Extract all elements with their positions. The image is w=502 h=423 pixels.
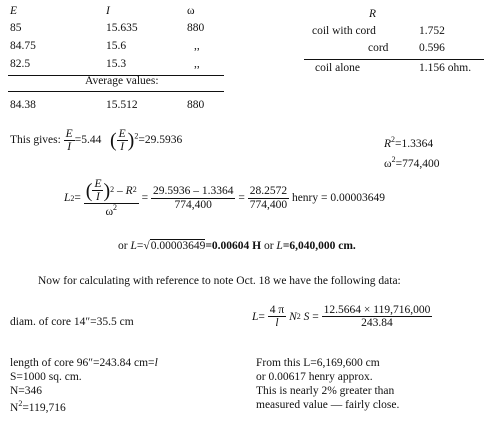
turns-n: N=346 <box>10 385 43 397</box>
header-omega: ω <box>187 5 195 17</box>
r-squared: $R^2=1.3364$ <box>384 135 434 150</box>
numeric-fraction: $\frac{29.5936 - 1.3364}{774,400}$ <box>152 185 234 211</box>
cell: coil alone <box>315 62 361 74</box>
cell: ,, <box>194 40 200 52</box>
cell: ,, <box>194 58 200 70</box>
paren-open: ( <box>109 129 117 152</box>
gives-prefix: This gives: <box>10 134 61 147</box>
exp-2: 2 <box>134 131 139 141</box>
paren-close: ) <box>127 129 135 152</box>
cell: 82.5 <box>10 58 31 70</box>
ratio-value: =5.44 <box>74 134 102 147</box>
cell: 880 <box>187 22 205 34</box>
inductance-formula: L = $\frac{4 \pi}{l}$ N 2 S = $\frac{12.5664 \times 119,716,000}{243.84}$ <box>252 304 431 330</box>
cell: coil with cord <box>312 25 376 37</box>
e-over-i: $\frac{E}{I}$ <box>65 128 73 154</box>
diam-core: diam. of core 14″=35.5 cm <box>10 316 134 328</box>
sqrt-radicand: 0.00003649 <box>150 240 206 252</box>
conclusion-line: From this L=6,169,600 cm <box>256 357 380 369</box>
cell: cord <box>368 42 389 54</box>
cell: 880 <box>187 99 205 111</box>
big-fraction: ( $\frac{E}{I}$ ) 2 – R 2 $\omega^2$ <box>85 178 137 218</box>
e-over-i-squared: $\frac{E}{I}$ <box>118 128 126 154</box>
note-text: Now for calculating with reference to note Oct. 18 we have the following data: <box>38 275 401 287</box>
gives-line <box>10 128 182 153</box>
sqrt-sign: √ <box>143 240 150 252</box>
henry-value: =0.00604 H <box>205 240 262 252</box>
conclusion-line: measured value — fairly close. <box>256 399 400 411</box>
header-r: R <box>369 8 377 20</box>
table-rule <box>8 91 224 92</box>
cell: 15.6 <box>106 40 127 52</box>
header-e: E <box>10 5 18 17</box>
or-line: or L=√0.00003649=0.00604 H or L=6,040,000 cm. <box>118 240 356 252</box>
cell: 15.3 <box>106 58 127 70</box>
cm-value: =6,040,000 cm. <box>282 240 356 252</box>
ratio-squared-value: =29.5936 <box>138 134 183 147</box>
henry-result: henry = 0.00003649 <box>291 192 385 204</box>
turns-n-squared: $N^2=119,716$ <box>10 399 66 414</box>
conclusion-line: or 0.00617 henry approx. <box>256 371 373 383</box>
reduced-fraction: $\frac{28.2572}{774,400}$ <box>249 185 288 211</box>
header-i: I <box>106 5 110 17</box>
table-rule <box>304 59 484 60</box>
cell: 84.38 <box>10 99 36 111</box>
omega-squared: $\omega^2=774,400$ <box>384 155 440 170</box>
cell: 0.596 <box>419 42 445 54</box>
cell: 15.512 <box>106 99 138 111</box>
cell: 1.752 <box>419 25 445 37</box>
cell: 1.156 ohm. <box>419 62 472 74</box>
cell: 15.635 <box>106 22 138 34</box>
average-label: Average values: <box>85 75 159 87</box>
conclusion-line: This is nearly 2% greater than <box>256 385 395 397</box>
cell: 85 <box>10 22 22 34</box>
length-core: length of core 96″=243.84 cm=l <box>10 357 158 369</box>
cell: 84.75 <box>10 40 36 52</box>
inductance-equation: L 2 = ( $\frac{E}{I}$ ) 2 – R 2 $\omega^2$ = $\frac{29.5936 - 1.3364}{774,400}$ = $\frac{28.2572}{774,400}$ henry = 0.00003649 <box>64 178 385 218</box>
area-s: S=1000 sq. cm. <box>10 371 82 383</box>
